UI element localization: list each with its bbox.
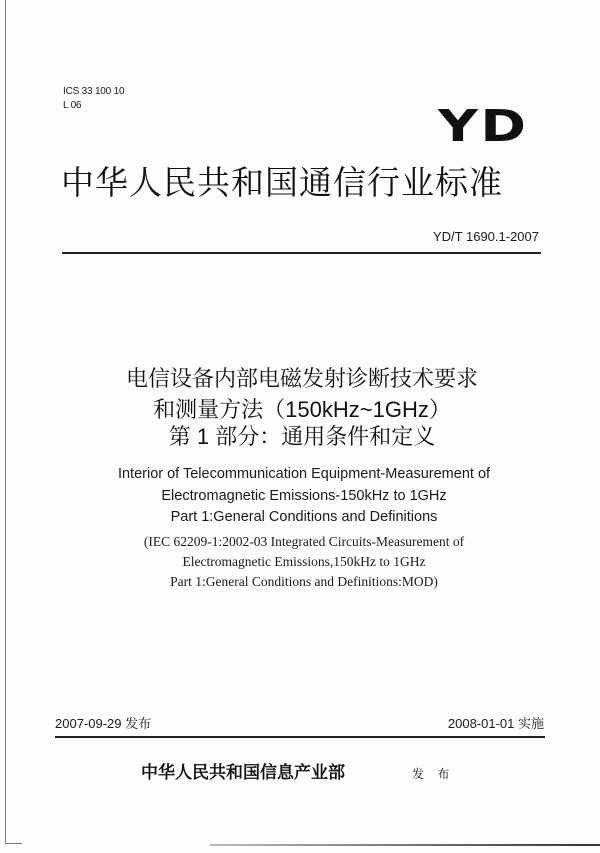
header-divider <box>62 252 541 254</box>
binding-line-bottom-left <box>5 843 22 844</box>
title-chinese-line-2: 和测量方法（150kHz~1GHz） <box>153 397 451 422</box>
implementation-date: 2008-01-01 实施 <box>447 716 544 731</box>
title-english-line-2: Electromagnetic Emissions-150kHz to 1GHz <box>161 488 447 504</box>
reference-standard-line-2: Electromagnetic Emissions,150kHz to 1GHz <box>182 554 426 569</box>
reference-standard-line-1: (IEC 62209-1:2002-03 Integrated Circuits-Measurement of <box>143 534 465 549</box>
classification-codes <box>63 85 124 113</box>
standard-category-title: 中华人民共和国通信行业标准 <box>61 164 503 201</box>
classification-code: L 06 <box>63 100 82 111</box>
title-english-line-3: Part 1:General Conditions and Definitions <box>170 509 438 525</box>
reference-standard-line-3: Part 1:General Conditions and Definitions:MOD) <box>170 574 438 589</box>
yd-logo: YD <box>438 101 529 152</box>
binding-line-bottom-right <box>210 844 600 846</box>
issue-date: 2007-09-29 发布 <box>55 716 152 731</box>
publisher-name: 中华人民共和国信息产业部 <box>141 763 345 782</box>
standard-number: YD/T 1690.1-2007 <box>433 229 539 244</box>
title-chinese-line-1: 电信设备内部电磁发射诊断技术要求 <box>125 366 478 391</box>
publisher-action: 发 布 <box>412 767 455 781</box>
footer-divider <box>55 736 545 738</box>
ics-code: ICS 33 100 10 <box>63 86 125 97</box>
title-english-line-1: Interior of Telecommunication Equipment-Measurement of <box>117 466 491 482</box>
title-chinese-line-3: 第 1 部分：通用条件和定义 <box>168 424 436 449</box>
